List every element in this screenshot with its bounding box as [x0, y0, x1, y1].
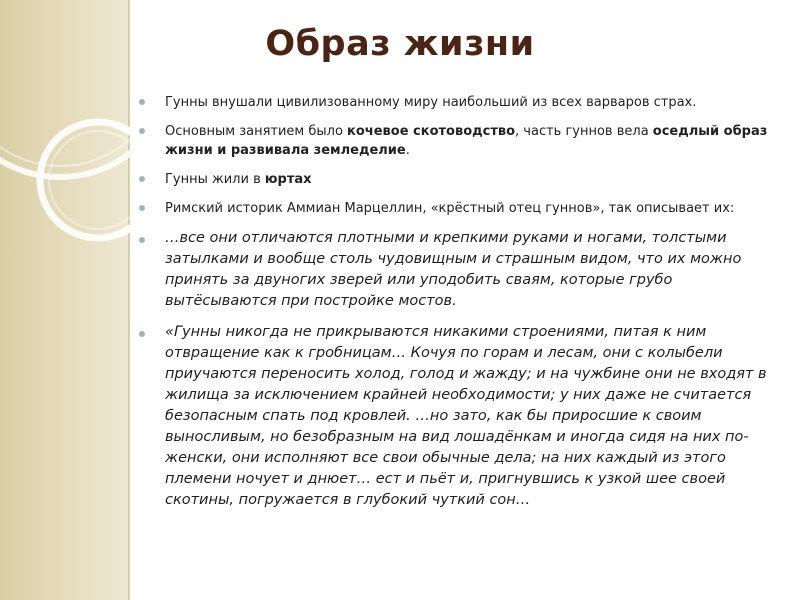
quote-text: «Гунны никогда не прикрываются никакими строениями, питая к ним отвращение как к гробницам… Кочуя по горам и лесам, они с колыбели приучаются переносить холод, голод и жажду; и на чужбине они не входят в жилища за исключением крайней необходимости; у них даже не считается безопасным спать под кровлей. …но зато, как бы приросшие к своим выносливым, но безобразным на вид лошадёнкам и иногда сидя на них по-женски, они исполняют все свои обычные дела; на них каждый из этого племени ночует и днюет… ест и пьёт и, пригнувшись к узкой шее своей скотины, погружается в глубокий чуткий сон… [165, 324, 767, 508]
bullet-text: Римский историк Аммиан Марцеллин, «крёстный отец гуннов», так описывает их: [165, 201, 735, 216]
bullet-text [165, 124, 767, 158]
text-part: Основным занятием было [165, 124, 348, 139]
bullet-dot-icon [139, 237, 145, 243]
text-part: . [405, 143, 410, 158]
bold-term: оседлый образ жизни и развивала земледелие [165, 124, 768, 158]
bullet-text [165, 172, 312, 187]
list-item [136, 170, 776, 189]
bold-term: юртах [264, 172, 312, 187]
bullet-dot-icon [139, 99, 145, 105]
side-decor-panel [0, 0, 128, 600]
bullet-dot-icon [139, 128, 145, 134]
list-item [136, 199, 776, 218]
panel-divider [128, 0, 130, 600]
list-item [136, 93, 776, 112]
quote-text: …все они отличаются плотными и крепкими руками и ногами, толстыми затылками и вообще столь чудовищным и страшным видом, что их можно принять за двуногих зверей или уподобить сваям, которые грубо вытёсываются при постройке мостов. [165, 230, 742, 309]
list-item [136, 122, 776, 160]
bullet-dot-icon [139, 331, 145, 337]
bold-term: кочевое скотоводство [347, 124, 516, 139]
text-part: , часть гуннов вела [515, 124, 653, 139]
bullet-list [136, 93, 776, 521]
bullet-dot-icon [139, 205, 145, 211]
bullet-text: Гунны внушали цивилизованному миру наибольший из всех варваров страх. [165, 95, 697, 110]
slide-title: Образ жизни [265, 24, 535, 64]
text-part: Гунны жили в [165, 172, 265, 187]
list-item [136, 228, 776, 312]
list-item [136, 322, 776, 511]
bullet-dot-icon [139, 176, 145, 182]
